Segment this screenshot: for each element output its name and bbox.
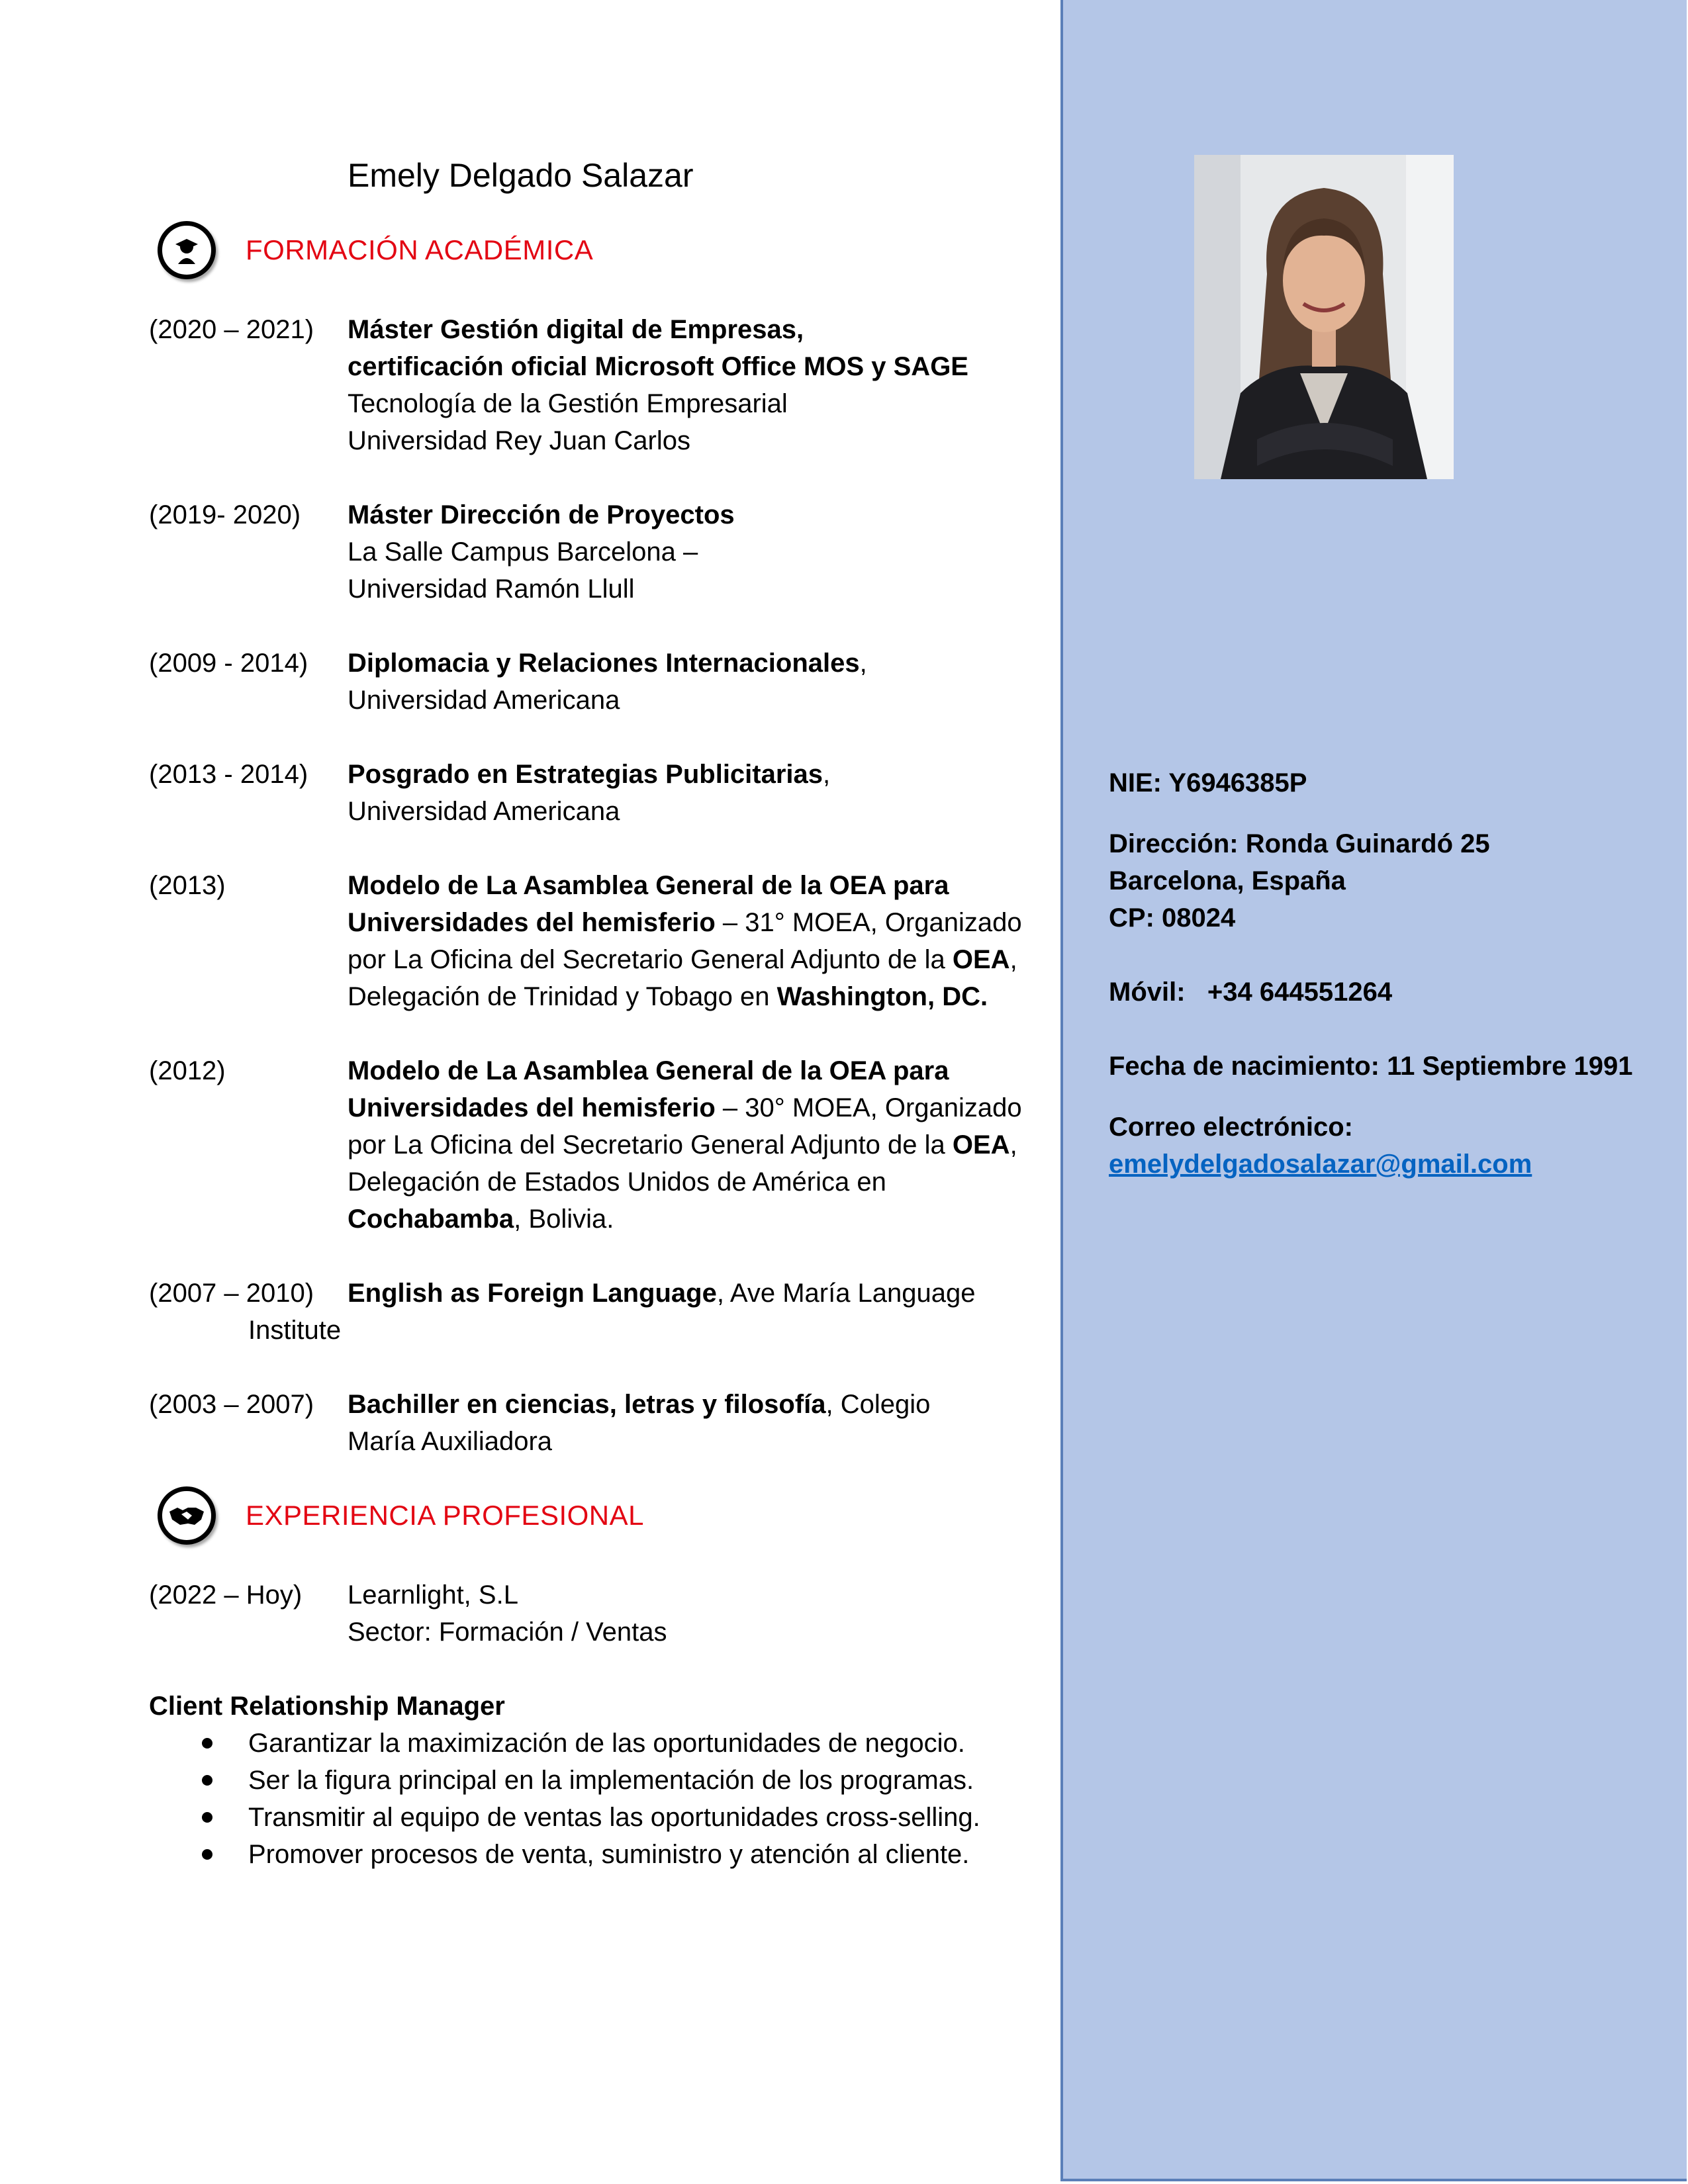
entry-institution-line2: María Auxiliadora (348, 1427, 553, 1456)
education-entry (149, 496, 1049, 608)
entry-delegation: Delegación de Trinidad y Tobago en (348, 982, 777, 1011)
entry-location: Cochabamba (348, 1205, 514, 1234)
entry-years: (2003 – 2007) (149, 1390, 314, 1419)
entry-delegation: Delegación de Estados Unidos de América en (348, 1167, 886, 1197)
entry-organizer-suffix: , (1009, 1130, 1017, 1160)
experience-sector: Sector: Formación / Ventas (348, 1617, 667, 1647)
education-entry (149, 1275, 1049, 1349)
address-city: Barcelona, España (1109, 866, 1346, 895)
entry-degree: English as Foreign Language (348, 1279, 717, 1308)
duty-item: Transmitir al equipo de ventas las oportunidades cross-selling. (248, 1799, 1049, 1836)
education-header (158, 221, 593, 279)
entry-years: (2012) (149, 1056, 226, 1085)
candidate-name: Emely Delgado Salazar (348, 157, 694, 194)
birth-date: Fecha de nacimiento: 11 Septiembre 1991 (1109, 1052, 1633, 1081)
entry-years: (2007 – 2010) (149, 1279, 314, 1308)
entry-institution-line2: Universidad Ramón Llull (348, 574, 635, 604)
entry-institution: , Colegio (825, 1390, 931, 1419)
entry-institution: Universidad Americana (348, 686, 620, 715)
entry-program: Modelo de La Asamblea General de la OEA para (348, 1056, 949, 1085)
entry-organizer-suffix: , (1009, 945, 1017, 974)
experience-role: Client Relationship Manager (149, 1692, 505, 1721)
email-link[interactable]: emelydelgadosalazar@gmail.com (1109, 1150, 1532, 1179)
mobile-number: Móvil: +34 644551264 (1109, 978, 1393, 1007)
entry-field: Tecnología de la Gestión Empresarial (348, 389, 788, 418)
profile-photo (1194, 155, 1454, 479)
entry-degree-line2: certificación oficial Microsoft Office MOS y SAGE (348, 352, 968, 381)
entry-institution: , Ave María Language (716, 1279, 976, 1308)
entry-organizer: por La Oficina del Secretario General Adjunto de la (348, 1130, 953, 1160)
graduate-icon (158, 221, 216, 279)
handshake-icon (158, 1486, 216, 1545)
experience-entry (149, 1576, 1049, 1651)
entry-years: (2020 – 2021) (149, 315, 314, 344)
education-entry (149, 756, 1049, 830)
entry-degree: Máster Gestión digital de Empresas, (348, 315, 804, 344)
entry-degree-suffix: , (823, 760, 831, 789)
entry-degree: Diplomacia y Relaciones Internacionales (348, 649, 860, 678)
experience-title: EXPERIENCIA PROFESIONAL (246, 1500, 645, 1531)
entry-organizer-bold: OEA (952, 945, 1010, 974)
entry-edition: – 30° MOEA, Organizado (715, 1093, 1022, 1122)
duty-item: Garantizar la maximización de las oportunidades de negocio. (248, 1725, 1049, 1762)
education-entry (149, 311, 1049, 459)
duties-list (149, 1725, 1049, 1873)
contact-info (1109, 764, 1678, 1183)
nie-value: NIE: Y6946385P (1109, 768, 1307, 797)
entry-organizer: por La Oficina del Secretario General Adjunto de la (348, 945, 953, 974)
duty-item: Promover procesos de venta, suministro y atención al cliente. (248, 1836, 1049, 1873)
entry-program: Modelo de La Asamblea General de la OEA para (348, 871, 949, 900)
entry-location: Washington, DC. (776, 982, 988, 1011)
entry-years: (2009 - 2014) (149, 649, 308, 678)
entry-degree: Máster Dirección de Proyectos (348, 500, 735, 529)
experience-list (149, 1576, 1049, 1873)
entry-degree: Bachiller en ciencias, letras y filosofía (348, 1390, 826, 1419)
entry-institution: Universidad Americana (348, 797, 620, 826)
entry-institution: Universidad Rey Juan Carlos (348, 426, 691, 455)
entry-organizer-bold: OEA (952, 1130, 1010, 1160)
entry-institution-line2: Institute (248, 1316, 342, 1345)
entry-years: (2013) (149, 871, 226, 900)
education-entry (149, 867, 1049, 1015)
entry-degree-suffix: , (859, 649, 867, 678)
email-label: Correo electrónico: (1109, 1113, 1353, 1142)
entry-location-suffix: , Bolivia. (514, 1205, 614, 1234)
experience-years: (2022 – Hoy) (149, 1580, 303, 1610)
profile-photo-illustration (1194, 155, 1454, 479)
entry-degree: Posgrado en Estrategias Publicitarias (348, 760, 823, 789)
education-entry (149, 1052, 1049, 1238)
education-title: FORMACIÓN ACADÉMICA (246, 234, 594, 265)
entry-institution: La Salle Campus Barcelona – (348, 537, 698, 567)
entry-program-line2: Universidades del hemisferio (348, 1093, 716, 1122)
postal-code: CP: 08024 (1109, 903, 1236, 933)
entry-edition: – 31° MOEA, Organizado (715, 908, 1022, 937)
education-entry (149, 1386, 1049, 1460)
duty-item: Ser la figura principal en la implementación de los programas. (248, 1762, 1049, 1799)
experience-header (158, 1486, 644, 1545)
address-line: Dirección: Ronda Guinardó 25 (1109, 829, 1490, 858)
education-entry (149, 645, 1049, 719)
entry-years: (2013 - 2014) (149, 760, 308, 789)
experience-company: Learnlight, S.L (348, 1580, 518, 1610)
education-list (149, 311, 1049, 1460)
entry-program-line2: Universidades del hemisferio (348, 908, 716, 937)
entry-years: (2019- 2020) (149, 500, 301, 529)
